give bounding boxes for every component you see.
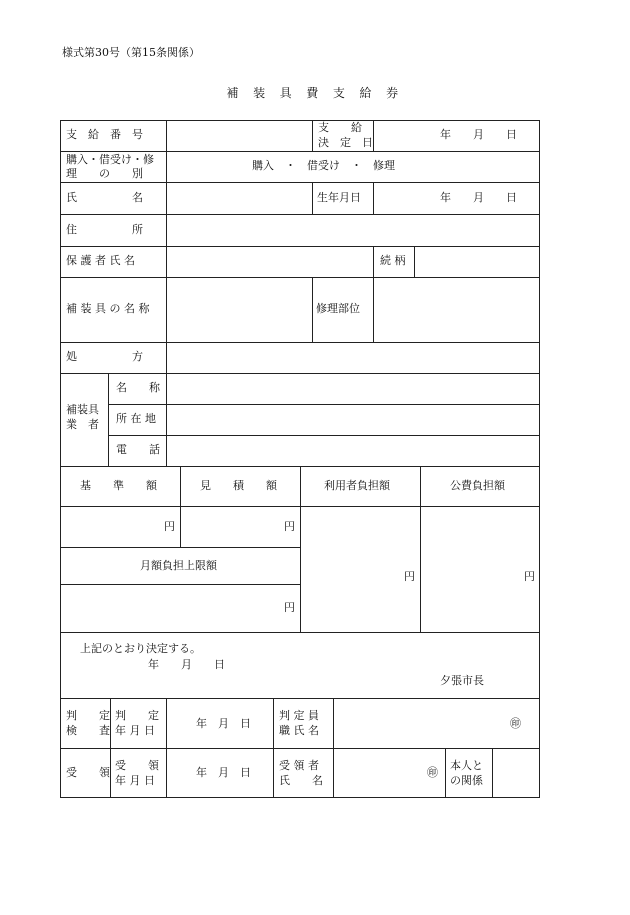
prescription-label: 処 方 <box>66 350 143 363</box>
row-line <box>60 584 300 585</box>
inspection-label-1: 判 定 <box>66 709 110 722</box>
col-line <box>273 698 274 798</box>
col-line <box>373 277 374 342</box>
col-line <box>445 748 446 798</box>
col-line <box>312 182 313 214</box>
form-number: 様式第30号（第15条関係） <box>62 46 200 59</box>
vendor-name-label: 名 称 <box>116 381 160 394</box>
row-line <box>60 547 300 548</box>
birth-date-value: 年 月 日 <box>440 191 517 204</box>
receiver-label-1: 受 領 者 <box>279 759 319 772</box>
monthly-cap-label: 月額負担上限額 <box>140 559 217 572</box>
address-label: 住 所 <box>66 223 143 236</box>
receipt-date-value: 年 月 日 <box>196 766 251 779</box>
col-line <box>166 120 167 151</box>
estimate-amount-header: 見 積 額 <box>200 479 277 492</box>
row-line <box>60 342 540 343</box>
col-line <box>333 698 334 798</box>
vendor-label-1: 補装具 <box>66 403 99 416</box>
col-line <box>373 120 374 151</box>
estimate-amount-yen: 円 <box>284 520 295 533</box>
col-line <box>300 466 301 632</box>
birth-date-label: 生年月日 <box>317 191 361 204</box>
judgment-date-value: 年 月 日 <box>196 717 251 730</box>
col-line <box>110 698 111 798</box>
decision-text: 上記のとおり決定する。 <box>80 642 201 655</box>
col-line <box>312 120 313 151</box>
col-line <box>166 698 167 798</box>
decision-date-label-1: 支 給 <box>318 121 362 134</box>
judgment-date-label-2: 年 月 日 <box>115 724 155 737</box>
col-line <box>414 246 415 277</box>
row-line <box>60 632 540 633</box>
row-line <box>108 435 540 436</box>
form-title: 補 装 具 費 支 給 券 <box>226 86 404 100</box>
receiver-seal: ㊞ <box>427 766 438 779</box>
row-line <box>60 748 540 749</box>
judge-seal: ㊞ <box>510 717 521 730</box>
col-line <box>166 151 167 182</box>
decision-date-value: 年 月 日 <box>440 128 517 141</box>
type-label-1: 購入・借受け・修 <box>66 153 154 166</box>
relation-label-1: 本人と <box>450 759 483 772</box>
row-line <box>60 277 540 278</box>
judgment-date-label-1: 判 定 <box>115 709 159 722</box>
device-name-label: 補 装 具 の 名 称 <box>66 302 150 315</box>
row-line <box>60 246 540 247</box>
repair-part-label: 修理部位 <box>316 302 360 315</box>
row-line <box>60 214 540 215</box>
monthly-cap-yen: 円 <box>284 601 295 614</box>
col-line <box>166 246 167 277</box>
col-line <box>312 277 313 342</box>
user-burden-yen: 円 <box>404 570 415 583</box>
col-line <box>180 466 181 547</box>
receipt-date-label-2: 年 月 日 <box>115 774 155 787</box>
row-line <box>60 151 540 152</box>
payment-number-label: 支 給 番 号 <box>66 128 143 141</box>
judge-label-1: 判 定 員 <box>279 709 319 722</box>
public-burden-yen: 円 <box>524 570 535 583</box>
row-line <box>60 373 540 374</box>
standard-amount-yen: 円 <box>164 520 175 533</box>
row-line <box>60 698 540 699</box>
receipt-date-label-1: 受 領 <box>115 759 159 772</box>
standard-amount-header: 基 準 額 <box>80 479 157 492</box>
public-burden-header: 公費負担額 <box>450 479 505 492</box>
name-label: 氏 名 <box>66 191 143 204</box>
mayor-signature: 夕張市長 <box>440 674 484 687</box>
guardian-name-label: 保 護 者 氏 名 <box>66 254 135 267</box>
col-line <box>108 373 109 466</box>
col-line <box>420 466 421 632</box>
vendor-label-2: 業 者 <box>66 418 99 431</box>
judge-label-2: 職 氏 名 <box>279 724 319 737</box>
vendor-location-label: 所 在 地 <box>116 412 156 425</box>
receiver-label-2: 氏 名 <box>279 774 323 787</box>
type-label-2: 理 の 別 <box>66 167 143 180</box>
relationship-label: 続 柄 <box>380 254 406 267</box>
type-options: 購入 ・ 借受け ・ 修理 <box>252 159 395 172</box>
vendor-phone-label: 電 話 <box>116 443 160 456</box>
row-line <box>60 182 540 183</box>
receipt-label: 受 領 <box>66 766 110 779</box>
col-line <box>166 277 167 342</box>
table-border <box>60 120 540 798</box>
col-line <box>373 182 374 214</box>
decision-date: 年 月 日 <box>148 658 225 671</box>
col-line <box>166 214 167 246</box>
decision-date-label-2: 決 定 日 <box>318 136 373 149</box>
col-line <box>166 373 167 466</box>
col-line <box>166 182 167 214</box>
relation-label-2: の関係 <box>450 774 483 787</box>
col-line <box>492 748 493 798</box>
row-line <box>108 404 540 405</box>
user-burden-header: 利用者負担額 <box>324 479 390 492</box>
col-line <box>373 246 374 277</box>
inspection-label-2: 検 査 <box>66 724 110 737</box>
col-line <box>166 342 167 373</box>
